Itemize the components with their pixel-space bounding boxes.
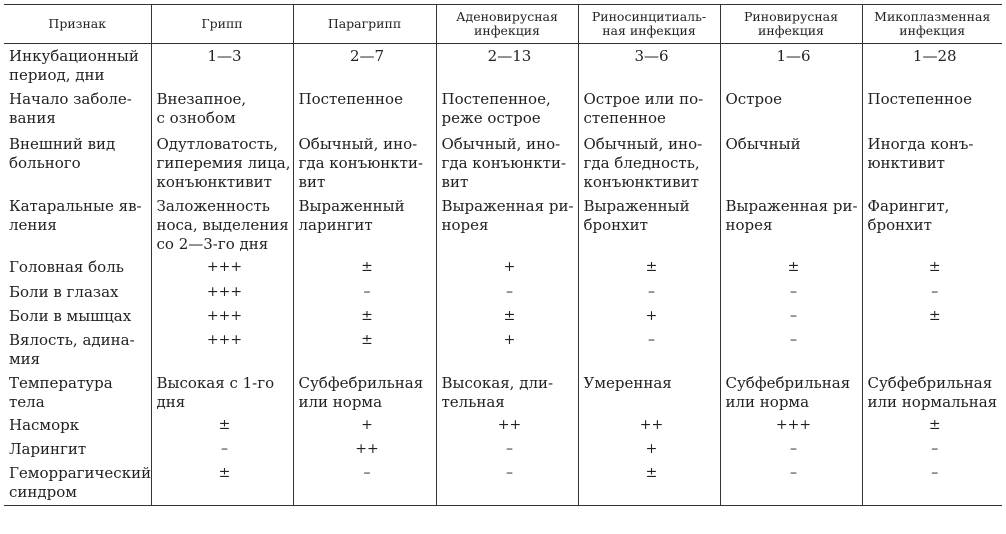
cell-influenza [151, 331, 293, 374]
cell-value: Умеренная [583, 373, 672, 392]
cell-adenovirus [436, 197, 578, 258]
table-row [4, 135, 1002, 197]
row-label [4, 464, 151, 506]
table-row [4, 307, 1002, 331]
cell-rhinovirus [720, 197, 862, 258]
cell-value: ± [361, 331, 373, 348]
cell-value: Постепенное, реже острое [441, 89, 551, 127]
cell-value: ± [645, 464, 658, 481]
cell-value: + [503, 258, 516, 275]
row-label-text: Насморк [9, 415, 80, 434]
cell-value: Субфебрильная или норма [298, 373, 424, 411]
cell-value: + [361, 416, 373, 433]
cell-adenovirus [436, 307, 578, 331]
cell-influenza [151, 135, 293, 197]
cell-rhinovirus [720, 331, 862, 374]
cell-rsv [578, 374, 720, 416]
row-label-text: Боли в глазах [9, 282, 119, 301]
cell-value: – [363, 464, 371, 481]
cell-parainfluenza [293, 416, 436, 440]
row-label [4, 374, 151, 416]
cell-value: Одутловатость, гиперемия лица, конъюнктивит [156, 134, 291, 191]
table-row [4, 416, 1002, 440]
cell-value: – [790, 283, 797, 300]
table-row [4, 374, 1002, 416]
cell-value: 1—6 [776, 47, 811, 65]
cell-rsv [578, 307, 720, 331]
cell-value: – [931, 464, 939, 481]
cell-value: – [506, 440, 513, 457]
cell-value: – [506, 464, 513, 481]
cell-influenza [151, 307, 293, 331]
cell-value: – [931, 283, 939, 300]
cell-value: ± [787, 258, 800, 275]
cell-value: ± [361, 258, 373, 275]
header-cell-adenovirus: Аденовирусная инфекция [436, 5, 578, 44]
cell-value: 1—28 [912, 47, 957, 65]
cell-value: ± [503, 307, 516, 324]
cell-adenovirus [436, 258, 578, 283]
symptoms-comparison-table [4, 4, 1002, 506]
cell-influenza [151, 283, 293, 307]
cell-value: ± [928, 416, 941, 433]
cell-value: Высокая, дли- тельная [441, 373, 554, 411]
cell-value: – [790, 331, 797, 348]
table-row [4, 258, 1002, 283]
table-row [4, 197, 1002, 258]
cell-influenza [151, 416, 293, 440]
cell-value: Субфебрильная или нормальная [867, 373, 998, 411]
header-cell-mycoplasma: Микоплазменная инфекция [862, 5, 1002, 44]
cell-adenovirus [436, 440, 578, 464]
cell-value: Обычный, ино- гда бледность, конъюнктивит [583, 134, 703, 191]
cell-mycoplasma [862, 464, 1002, 506]
cell-parainfluenza [293, 197, 436, 258]
cell-value: Выраженная ри- норея [441, 196, 574, 234]
row-label [4, 331, 151, 374]
cell-parainfluenza [293, 258, 436, 283]
cell-adenovirus [436, 283, 578, 307]
cell-adenovirus [436, 374, 578, 416]
row-label [4, 258, 151, 283]
cell-mycoplasma [862, 197, 1002, 258]
row-label [4, 416, 151, 440]
cell-mycoplasma [862, 440, 1002, 464]
row-label-text: Боли в мышцах [9, 306, 132, 325]
cell-rsv [578, 135, 720, 197]
row-label [4, 283, 151, 307]
cell-value: +++ [206, 283, 243, 300]
cell-rsv [578, 331, 720, 374]
cell-rsv [578, 197, 720, 258]
cell-parainfluenza [293, 90, 436, 135]
cell-rhinovirus [720, 416, 862, 440]
cell-value: Иногда конъ- юнктивит [867, 134, 974, 172]
cell-value: Острое или по- степенное [583, 89, 704, 127]
cell-adenovirus [436, 90, 578, 135]
cell-value: – [790, 307, 797, 324]
row-label-text: Внешний вид больного [9, 134, 116, 172]
cell-adenovirus [436, 331, 578, 374]
table-row [4, 44, 1002, 90]
cell-value: – [790, 464, 797, 481]
cell-adenovirus [436, 135, 578, 197]
cell-value: Внезапное, с ознобом [156, 89, 247, 127]
cell-value: 1—3 [207, 47, 242, 65]
cell-adenovirus [436, 44, 578, 90]
table-row [4, 440, 1002, 464]
cell-value: 2—13 [487, 47, 532, 65]
cell-mycoplasma [862, 135, 1002, 197]
cell-parainfluenza [293, 44, 436, 90]
cell-value: ++ [639, 416, 664, 433]
cell-value: ++ [355, 440, 379, 457]
row-label-text: Катаральные яв- ления [9, 196, 142, 234]
cell-influenza [151, 258, 293, 283]
header-cell-influenza: Грипп [151, 5, 293, 44]
cell-rhinovirus [720, 440, 862, 464]
cell-influenza [151, 44, 293, 90]
cell-rhinovirus [720, 44, 862, 90]
cell-value: Обычный, ино- гда конъюнкти- вит [441, 134, 567, 191]
cell-rhinovirus [720, 283, 862, 307]
table-row [4, 331, 1002, 374]
cell-rsv [578, 416, 720, 440]
cell-parainfluenza [293, 464, 436, 506]
cell-rsv [578, 44, 720, 90]
cell-influenza [151, 440, 293, 464]
cell-parainfluenza [293, 374, 436, 416]
row-label [4, 197, 151, 258]
cell-parainfluenza [293, 307, 436, 331]
row-label-text: Геморрагический синдром [9, 463, 152, 501]
cell-value: – [221, 440, 228, 457]
cell-rsv [578, 464, 720, 506]
row-label [4, 135, 151, 197]
row-label-text: Вялость, адина- мия [9, 330, 135, 368]
cell-mycoplasma [862, 258, 1002, 283]
table-body [4, 44, 1002, 506]
cell-mycoplasma [862, 44, 1002, 90]
row-label [4, 44, 151, 90]
cell-value: Высокая с 1-го дня [156, 373, 275, 411]
cell-value: Выраженная ри- норея [725, 196, 858, 234]
cell-value: Постепенное [867, 89, 972, 108]
cell-value: ± [928, 258, 941, 275]
cell-value: ± [928, 307, 941, 324]
cell-value: ± [218, 416, 231, 433]
cell-rsv [578, 258, 720, 283]
cell-adenovirus [436, 416, 578, 440]
row-label [4, 307, 151, 331]
cell-value: Обычный, ино- гда конъюнкти- вит [298, 134, 424, 191]
cell-value: 2—7 [349, 47, 385, 65]
cell-mycoplasma [862, 307, 1002, 331]
cell-value: – [931, 440, 939, 457]
cell-influenza [151, 374, 293, 416]
cell-influenza [151, 464, 293, 506]
header-cell-rhinovirus: Риновирусная инфекция [720, 5, 862, 44]
cell-rsv [578, 90, 720, 135]
cell-value: ± [645, 258, 658, 275]
cell-influenza [151, 197, 293, 258]
row-label-text: Температура тела [9, 373, 113, 411]
cell-value: Фарингит, бронхит [867, 196, 950, 234]
cell-value: + [645, 307, 658, 324]
cell-value: + [645, 440, 658, 457]
cell-rhinovirus [720, 464, 862, 506]
cell-value: – [363, 283, 371, 300]
cell-value: Выраженный ларингит [298, 196, 405, 234]
cell-value: Обычный [725, 134, 801, 153]
cell-value: – [790, 440, 797, 457]
row-label [4, 440, 151, 464]
header-cell-sign: Признак [4, 5, 151, 44]
table-row [4, 283, 1002, 307]
cell-value: Постепенное [298, 89, 403, 108]
table-row [4, 464, 1002, 506]
row-label-text: Инкубационный период, дни [9, 47, 139, 84]
cell-rhinovirus [720, 307, 862, 331]
cell-rsv [578, 440, 720, 464]
table-row [4, 90, 1002, 135]
cell-value: Выраженный бронхит [583, 196, 690, 234]
cell-parainfluenza [293, 440, 436, 464]
cell-mycoplasma [862, 283, 1002, 307]
cell-value: – [648, 331, 655, 348]
cell-value: Субфебрильная или норма [725, 373, 851, 411]
cell-mycoplasma [862, 331, 1002, 374]
row-label-text: Головная боль [9, 257, 124, 276]
cell-rsv [578, 283, 720, 307]
cell-parainfluenza [293, 283, 436, 307]
cell-rhinovirus [720, 258, 862, 283]
table-header [4, 5, 1002, 44]
cell-value: +++ [206, 258, 243, 275]
cell-value: Заложенность носа, выделения со 2—3-го дня [156, 196, 289, 253]
cell-mycoplasma [862, 416, 1002, 440]
cell-parainfluenza [293, 331, 436, 374]
cell-mycoplasma [862, 374, 1002, 416]
cell-parainfluenza [293, 135, 436, 197]
cell-value: ± [218, 464, 231, 481]
cell-value: ± [361, 307, 373, 324]
row-label-text: Ларингит [9, 439, 87, 458]
cell-mycoplasma [862, 90, 1002, 135]
cell-adenovirus [436, 464, 578, 506]
row-label [4, 90, 151, 135]
cell-value: – [506, 283, 513, 300]
cell-rhinovirus [720, 135, 862, 197]
cell-value: +++ [206, 331, 243, 348]
header-cell-parainfluenza: Парагрипп [293, 5, 436, 44]
cell-value: +++ [775, 416, 812, 433]
cell-value: – [648, 283, 655, 300]
header-row [4, 5, 1002, 44]
cell-value: Острое [725, 89, 783, 108]
cell-value: +++ [206, 307, 243, 324]
header-cell-rsv: Риносинцитиаль- ная инфекция [578, 5, 720, 44]
cell-value: + [503, 331, 516, 348]
cell-influenza [151, 90, 293, 135]
cell-value: 3—6 [634, 47, 669, 65]
cell-rhinovirus [720, 90, 862, 135]
row-label-text: Начало заболе- вания [9, 89, 132, 127]
cell-value: ++ [497, 416, 522, 433]
cell-rhinovirus [720, 374, 862, 416]
